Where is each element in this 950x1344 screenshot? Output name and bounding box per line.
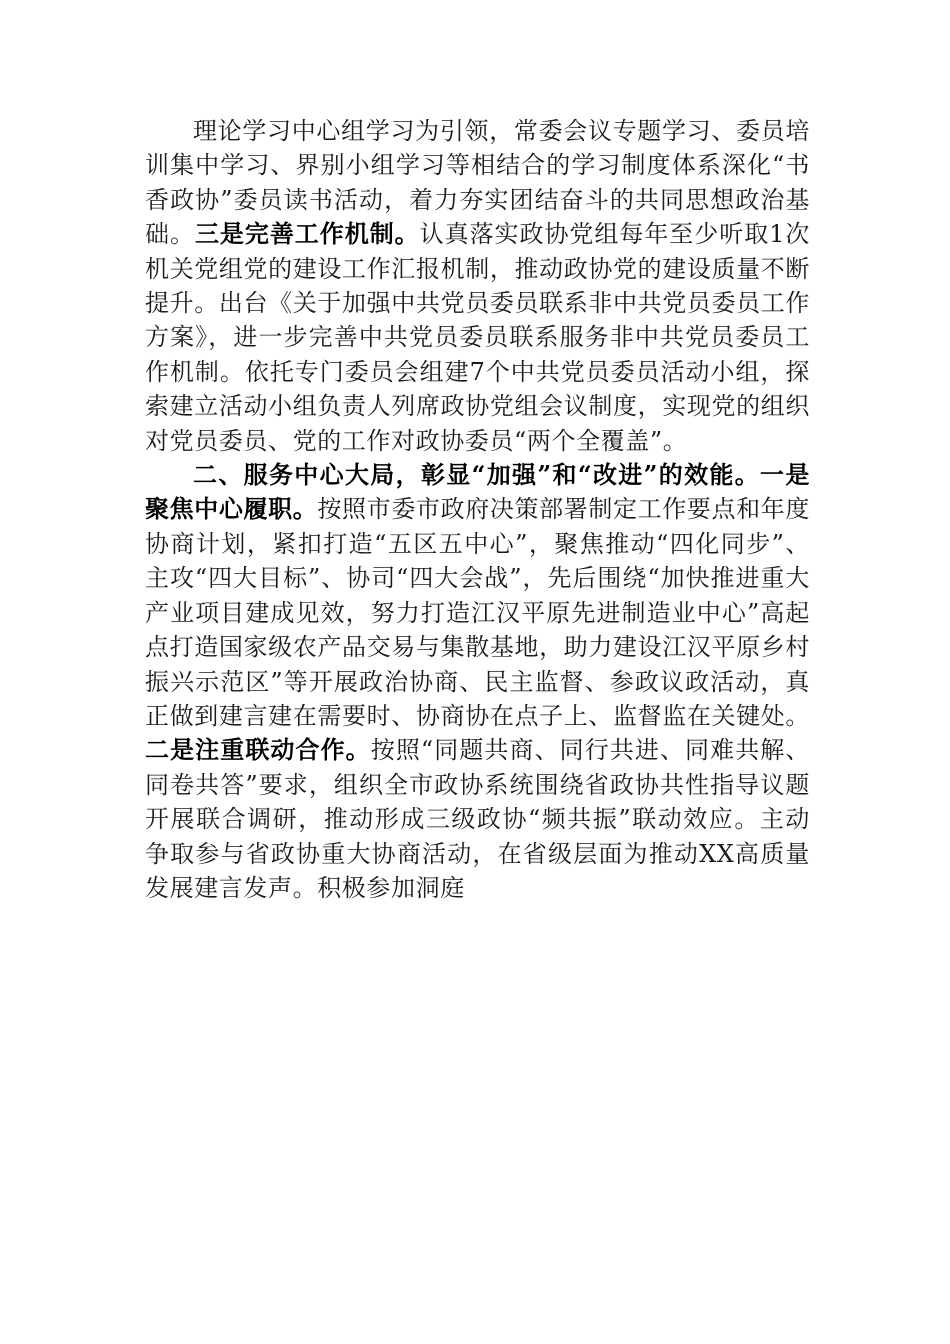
paragraph-1-text-1: 理论学习中心组学习为引领，常委会议专题学习、委员培训集中学习、界别小组学习等相结合的学习制度体系深化“书香政协”委员读书活动，着力夯实团结奋斗的共同思想政治基础。 — [145, 117, 810, 249]
paragraph-1-text-2: 认真落实政协党组每年至少听取1次机关党组党的建设工作汇报机制，推动政协党的建设质量不断提升。出台《关于加强中共党员委员联系非中共党员委员工作方案》，进一步完善中共党员委员联系服务非中共党员委员工作机制。依托专门委员会组建7个中共党员委员活动小组，探索建立活动小组负责人列席政协党组会议制度，实现党的组织对党员委员、党的工作对政协委员“两个全覆盖”。 — [145, 220, 810, 455]
paragraph-1 — [145, 114, 810, 458]
paragraph-2-heading-linkage: 二是注重联动合作。 — [145, 735, 371, 765]
paragraph-2-text-1: 按照市委市政府决策部署制定工作要点和年度协商计划，紧扣打造“五区五中心”，聚焦推动“四化同步”、主攻“四大目标”、协司“四大会战”，先后围绕“加快推进重大产业项目建成见效，努力打造江汉平原先进制造业中心”高起点打造国家级农产品交易与集散基地，助力建设江汉平原乡村振兴示范区”等开展政治协商、民主监督、参政议政活动，真正做到建言建在需要时、协商协在点子上、监督监在关键处。 — [145, 495, 811, 730]
document-body — [145, 114, 810, 905]
paragraph-2-text-2: 按照“同题共商、同行共进、同难共解、同卷共答”要求，组织全市政协系统围绕省政协共性指导议题开展联合调研，推动形成三级政协“频共振”联动效应。主动争取参与省政协重大协商活动，在省级层面为推动XX高质量发展建言发声。积极参加洞庭 — [145, 736, 810, 902]
paragraph-1-heading-improve-mechanism: 三是完善工作机制。 — [194, 219, 420, 249]
paragraph-2 — [145, 458, 810, 905]
paragraph-2-section-heading: 二、服务中心大局，彰显“加强”和“改进”的效能。一是聚焦中心履职。 — [145, 460, 810, 524]
